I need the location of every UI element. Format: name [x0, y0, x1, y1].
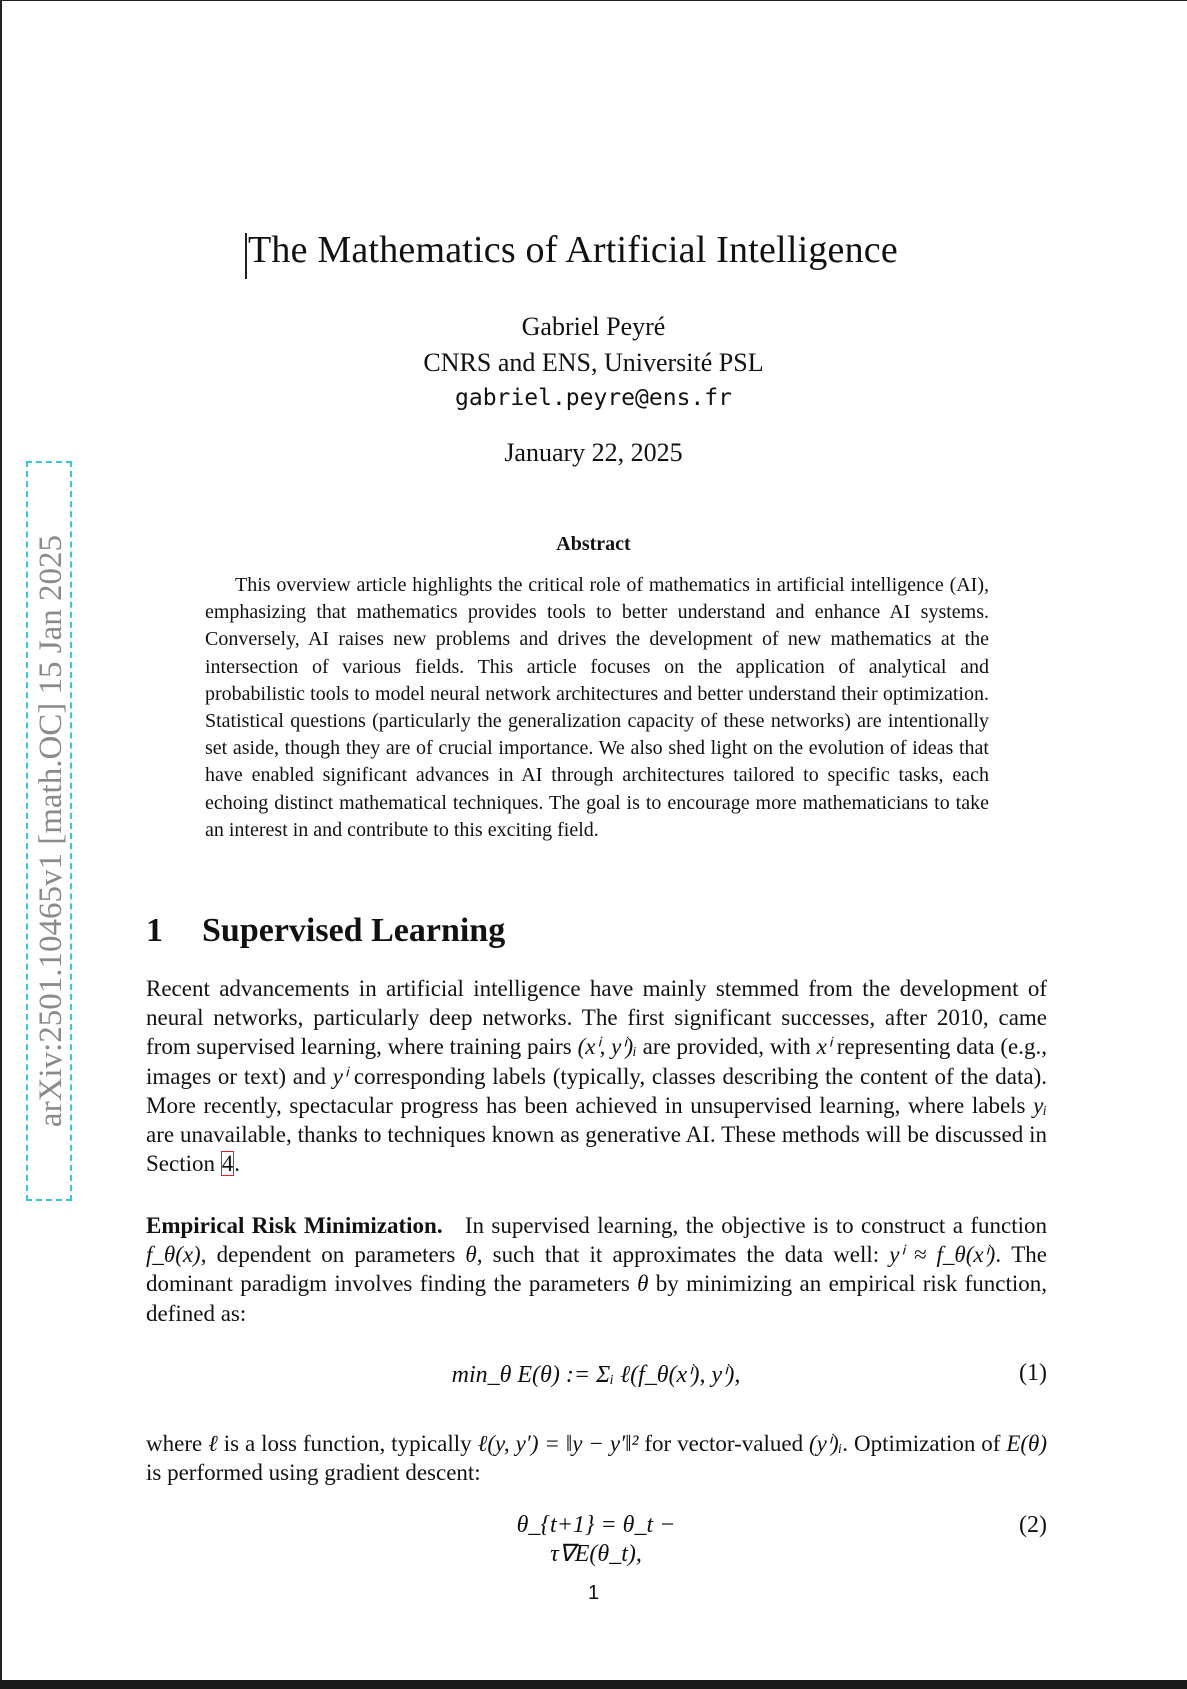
math-inline: ℓ(y, y′) = ‖y − y′‖² — [477, 1431, 639, 1456]
math-inline: yⁱ ≈ f_θ(xⁱ) — [889, 1242, 996, 1268]
text-run: . The dominant paradigm involves finding the parameters — [146, 1242, 1047, 1297]
equation-2 — [146, 1512, 1047, 1567]
text-run: Recent advancements in artificial intelligence have mainly stemmed from the development of neural networks, particularly deep networks. The first significant successes, after 2010, came from supervised learning, where training pairs — [146, 976, 1047, 1060]
text-run: In supervised learning, the objective is to construct a function — [464, 1213, 1048, 1238]
math-inline: ℓ — [208, 1431, 218, 1456]
text-run: . Optimization of — [842, 1431, 1007, 1456]
equation-1 — [146, 1352, 1047, 1412]
text-run: is performed using gradient descent: — [146, 1460, 481, 1486]
author-name: Gabriel Peyré — [521, 312, 666, 341]
text-run: corresponding labels (typically, classes describing the content of the data). More recently, spectacular progress has been achieved in unsupervised learning, where labels — [146, 1063, 1047, 1118]
paragraph-intro — [146, 974, 1047, 1178]
math-inline: yᵢ — [1033, 1092, 1047, 1118]
text-run: . — [234, 1151, 240, 1177]
abstract-heading: Abstract — [556, 533, 631, 555]
text-run: , dependent on parameters — [200, 1242, 466, 1268]
text-run: are provided, with — [636, 1034, 817, 1060]
abstract-text: This overview article highlights the critical role of mathematics in artificial intelligence (AI), emphasizing that mathematics provides tools to better understand and enhance AI systems. Conversely, AI raises new problems and drives the development of new mathematics at the intersection of various fields. This article focuses on the application of analytical and probabilistic tools to model neural network architectures and better understand their optimization. Statistical questions (particularly the generalization capacity of these networks) are intentionally set aside, though they are of crucial importance. We also shed light on the evolution of ideas that have enabled significant advances in AI through architectures tailored to specific tasks, each echoing distinct mathematical techniques. The goal is to encourage more mathematicians to take an interest in and contribute to this exciting field. — [205, 574, 989, 841]
section-heading — [146, 912, 505, 950]
equation-1-body: min_θ E(θ) := Σᵢ ℓ(f_θ(xⁱ), yⁱ), — [451, 1362, 741, 1388]
section-title: Supervised Learning — [202, 912, 506, 949]
math-inline: θ — [465, 1242, 477, 1268]
text-run: is a loss function, typically — [217, 1431, 478, 1456]
text-run: are unavailable, thanks to techniques known as generative AI. These methods will be discussed in Section — [146, 1122, 1047, 1177]
paragraph-erm — [146, 1211, 1047, 1328]
text-run: where — [146, 1431, 209, 1456]
text-run: , such that it approximates the data well: — [476, 1242, 890, 1268]
affiliation: CNRS and ENS, Université PSL — [423, 348, 764, 377]
math-inline: f_θ(x) — [146, 1242, 201, 1268]
paper-date: January 22, 2025 — [504, 438, 683, 467]
equation-1-tag: (1) — [1019, 1360, 1047, 1386]
math-inline: E(θ) — [1006, 1431, 1047, 1456]
paper-title: The Mathematics of Artificial Intelligence — [248, 229, 898, 271]
section-number: 1 — [146, 912, 163, 949]
paragraph-loss — [146, 1429, 1047, 1487]
text-run: representing data (e.g., images or text) and — [146, 1034, 1047, 1089]
text-run: by minimizing an empirical risk function, defined as: — [146, 1271, 1047, 1326]
author-email[interactable]: gabriel.peyre@ens.fr — [455, 385, 732, 411]
math-inline: xⁱ — [816, 1034, 831, 1060]
math-inline: (xⁱ, yⁱ)ᵢ — [577, 1034, 637, 1060]
equation-2-tag: (2) — [1019, 1512, 1047, 1538]
text-run: for vector-valued — [638, 1431, 810, 1456]
arxiv-stamp[interactable]: arXiv:2501.10465v1 [math.OC] 15 Jan 2025 — [26, 461, 72, 1201]
equation-2-body: θ_{t+1} = θ_t − τ∇E(θ_t), — [516, 1512, 676, 1567]
text-cursor — [245, 233, 247, 279]
math-inline: θ — [637, 1271, 649, 1297]
math-inline: yⁱ — [332, 1063, 348, 1089]
erm-heading: Empirical Risk Minimization. — [146, 1213, 443, 1238]
math-inline: (yⁱ)ᵢ — [809, 1431, 843, 1456]
bottom-bar — [0, 1680, 1187, 1689]
section-reference-link[interactable]: 4 — [221, 1151, 234, 1177]
page-number: 1 — [587, 1582, 600, 1604]
